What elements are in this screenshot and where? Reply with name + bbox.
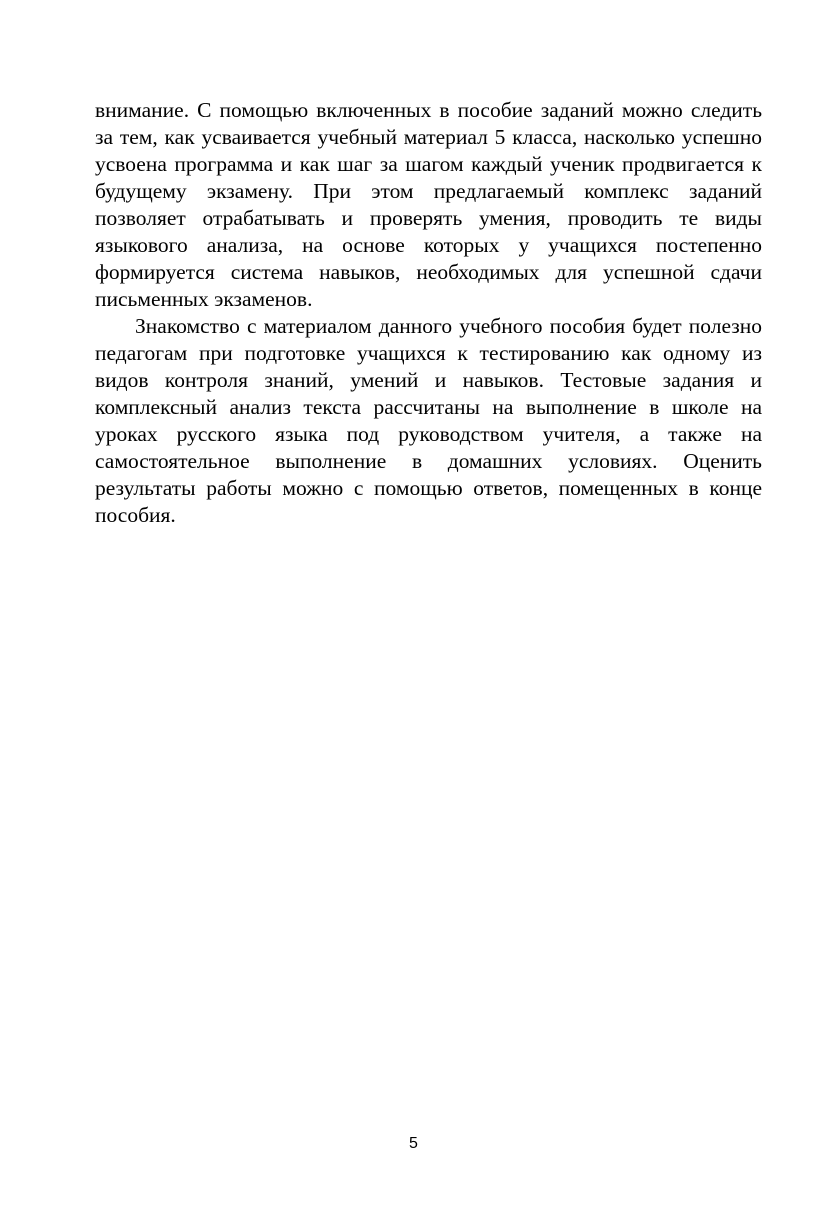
body-text (95, 97, 762, 529)
paragraph: Знакомство с материалом данного учебного пособия будет полезно педагогам при подготовке учащихся к тестированию как одному из видов контроля знаний, умений и навыков. Тестовые задания и комплексный анализ текста рассчитаны на выполнение в школе на уроках русского языка под руководством учителя, а также на самостоятельное выполнение в домашних условиях. Оценить результаты работы можно с помощью ответов, помещенных в конце пособия. (95, 314, 762, 527)
paragraph-continuation: внимание. С помощью включенных в пособие заданий можно следить за тем, как усваивается учебный материал 5 класса, насколько успешно усвоена программа и как шаг за шагом каждый ученик продвигается к будущему экзамену. При этом предлагаемый комплекс заданий позволяет отрабатывать и проверять умения, проводить те виды языкового анализа, на основе которых у учащихся постепенно формируется система навыков, необходимых для успешной сдачи письменных экзаменов. (95, 98, 762, 311)
page-number: 5 (409, 1135, 418, 1152)
